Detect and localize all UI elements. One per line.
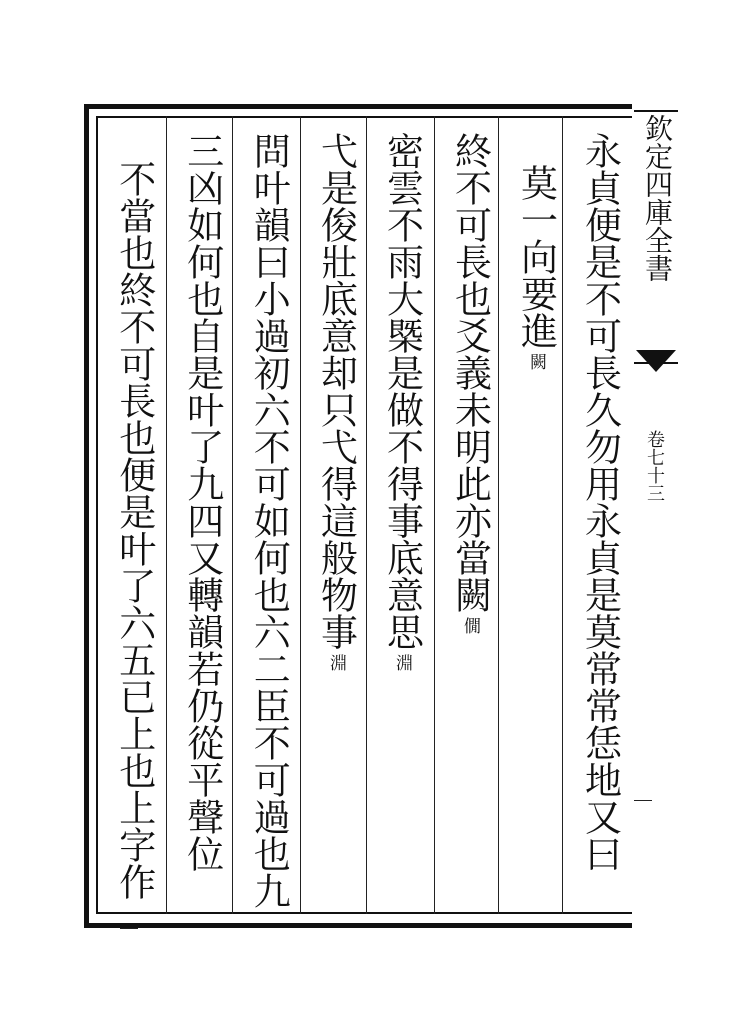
bottom-tick: [120, 928, 138, 929]
column-text: 三凶如何也自是叶了九四又轉韻若仍從平聲位: [180, 132, 224, 872]
column-rule: [232, 116, 233, 914]
column-text: 莫一向要進: [514, 164, 558, 349]
column-rule: [366, 116, 367, 914]
book-title: 欽定四庫全書: [641, 114, 674, 282]
column-rule: [498, 116, 499, 914]
column-rule: [434, 116, 435, 914]
column-text: 不當也終不可長也便是叶了六五已上也上字作: [112, 160, 156, 900]
inner-rule-left: [96, 116, 98, 914]
inner-rule-bottom: [96, 912, 632, 914]
text-column: [308, 132, 364, 671]
inner-rule-top: [96, 116, 632, 118]
column-note: 淵: [326, 654, 346, 671]
column-note: 淵: [392, 654, 412, 671]
column-text: 弋是俊壯底意却只弋得這般物事: [314, 132, 358, 650]
fish-tail-mark: [636, 350, 676, 372]
text-column: [572, 132, 628, 872]
text-column: [442, 132, 498, 634]
column-rule: [166, 116, 167, 914]
text-column: [374, 132, 430, 671]
column-note: 闕: [526, 353, 546, 370]
column-text: 問叶韻曰小過初六不可如何也六二臣不可過也九: [247, 132, 291, 909]
volume-label: 卷七十三: [644, 430, 665, 502]
text-column: [174, 132, 230, 872]
text-column: [240, 132, 296, 909]
edge-tick: [634, 800, 652, 801]
column-text: 永貞便是不可長久勿用永貞是莫常常恁地又曰: [578, 132, 622, 872]
text-column: [508, 164, 564, 370]
column-note: 僩: [460, 617, 480, 634]
text-column: [106, 160, 162, 900]
column-text: 密雲不雨大槩是做不得事底意思: [380, 132, 424, 650]
column-text: 終不可長也爻義未明此亦當闕: [448, 132, 492, 613]
column-rule: [300, 116, 301, 914]
